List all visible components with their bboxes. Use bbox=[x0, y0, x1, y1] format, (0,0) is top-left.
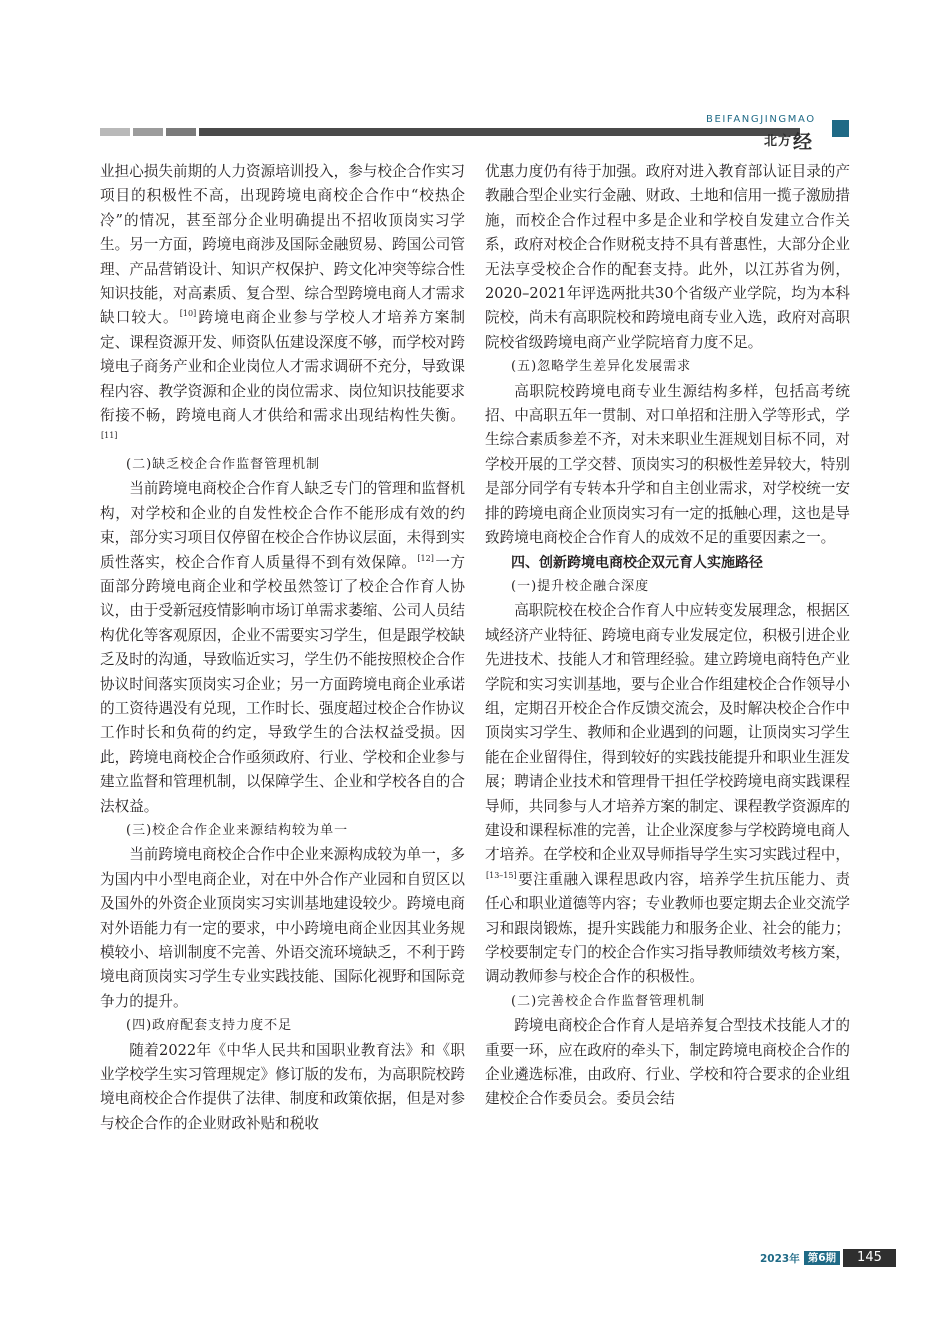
paragraph-text: 一方面部分跨境电商企业和学校虽然签订了校企合作育人协议，由于受新冠疫情影响市场订单需求萎缩、公司人员结构优化等客观原因，企业不需要实习学生，但是跟学校缺乏及时的沟通，导致临近实习，学生仍不能按照校企合作协议时间落实顶岗实习企业；另一方面跨境电商企业承诺的工资待遇没有兑现，工作时长、强度超过校企合作协议工作时长和负荷的约定，导致学生的合法权益受损。因此，跨境电商校企合作亟须政府、行业、学校和企业参与建立监督和管理机制，以保障学生、企业和学校各自的合法权益。 bbox=[100, 553, 465, 815]
issue-number: 第6期 bbox=[804, 1251, 840, 1265]
subsection-heading: (五)忽略学生差异化发展需求 bbox=[511, 359, 692, 375]
citation-ref: [13–15] bbox=[486, 870, 517, 880]
section-heading: 四、创新跨境电商校企双元育人实施路径 bbox=[511, 554, 763, 571]
subsection-heading: (三)校企合作企业来源结构较为单一 bbox=[126, 822, 349, 838]
right-column bbox=[485, 160, 850, 1112]
journal-name-chinese bbox=[764, 124, 813, 151]
paragraph bbox=[485, 599, 850, 990]
paragraph-text: 业担心损失前期的人力资源培训投入，参与校企合作实习项目的积极性不高，出现跨境电商校企合作中“校热企冷”的情况，甚至部分企业明确提出不招收顶岗实习学生。另一方面，跨境电商涉及国际金融贸易、跨国公司管理、产品营销设计、知识产权保护、跨文化冲突等综合性知识技能，对高素质、复合型、综合型跨境电商人才需求缺口较大。 bbox=[100, 163, 465, 327]
citation-ref: [10] bbox=[179, 309, 197, 319]
paragraph: 优惠力度仍有待于加强。政府对进入教育部认证目录的产教融合型企业实行金融、财政、土地和信用一揽子激励措施，而校企合作过程中多是企业和学校自发建立合作关系，政府对校企合作财税支持不具有普惠性，大部分企业无法享受校企合作的配套支持。此外，以江苏省为例，2020–2021年评选两批共30个省级产业学院，均为本科院校，尚未有高职院校和跨境电商专业入选，政府对高职院校省级跨境电商产业学院培育力度不足。 bbox=[485, 163, 850, 351]
citation-ref: [11] bbox=[101, 431, 118, 441]
header-bar-segment bbox=[199, 128, 800, 136]
paragraph: 随着2022年《中华人民共和国职业教育法》和《职业学校学生实习管理规定》修订版的发布，为高职院校跨境电商校企合作提供了法律、制度和政策依据，但是对参与校企合作的企业财政补贴和税收 bbox=[100, 1041, 465, 1132]
subsection-heading: (二)完善校企合作监督管理机制 bbox=[511, 993, 706, 1009]
paragraph-text: 当前跨境电商校企合作育人缺乏专门的管理和监督机构，对学校和企业的自发性校企合作不能形成有效的约束，部分实习项目仅停留在校企合作协议层面，未得到实质性落实，校企合作育人质量得不到有效保障。 bbox=[100, 480, 465, 571]
paragraph: 当前跨境电商校企合作中企业来源构成较为单一，多为国内中小型电商企业，对在中外合作产业园和自贸区以及国外的外资企业顶岗实习实训基地建设较少。跨境电商对外语能力有一定的要求，中小跨境电商企业因其业务规模较小、培训制度不完善、外语交流环境缺乏，不利于跨境电商顶岗实习学生专业实践技能、国际化视野和国际竞争力的提升。 bbox=[100, 846, 465, 1010]
journal-name-pinyin: BEIFANGJINGMAO bbox=[706, 114, 816, 125]
paragraph-text: 要注重融入课程思政内容，培养学生抗压能力、责任心和职业道德等内容；专业教师也要定期去企业交流学习和跟岗锻炼，提升实践能力和服务企业、社会的能力；学校要制定专门的校企合作实习指导教师绩效考核方案，调动教师参与校企合作的积极性。 bbox=[485, 870, 850, 986]
page-footer bbox=[760, 1251, 896, 1265]
paragraph bbox=[100, 477, 465, 819]
header-bar-segment bbox=[133, 128, 163, 136]
subsection-heading: (四)政府配套支持力度不足 bbox=[126, 1018, 293, 1034]
page-number: 145 bbox=[843, 1249, 896, 1267]
header-rule bbox=[100, 128, 800, 136]
subsection-heading: (二)缺乏校企合作监督管理机制 bbox=[126, 456, 321, 472]
paragraph-text: 跨境电商企业参与学校人才培养方案制定、课程资源开发、师资队伍建设深度不够，而学校对跨境电子商务产业和企业岗位人才需求调研不充分，导致课程内容、教学资源和企业的岗位需求、岗位知识技能要求衔接不畅，跨境电商人才供给和需求出现结构性失衡。 bbox=[100, 309, 465, 425]
header-bar-segment bbox=[100, 128, 130, 136]
paragraph: 高职院校跨境电商专业生源结构多样，包括高考统招、中高职五年一贯制、对口单招和注册入学等形式，学生综合素质参差不齐，对未来职业生涯规划目标不同，对学校开展的工学交替、顶岗实习的积极性差异较大，特别是部分同学有专转本升学和自主创业需求，对学校统一安排的跨境电商企业顶岗实习有一定的抵触心理，这也是导致跨境电商校企合作育人的成效不足的重要因素之一。 bbox=[485, 382, 850, 547]
paragraph-text: 高职院校在校企合作育人中应转变发展理念，根据区域经济产业特征、跨境电商专业发展定位，积极引进企业先进技术、技能人才和管理经验。建立跨境电商特色产业学院和实习实训基地，要与企业合作组建校企合作领导小组，定期召开校企合作反馈交流会，及时解决校企合作中顶岗实习学生、教师和企业遇到的问题，让顶岗实习学生能在企业留得住，得到较好的实践技能提升和职业生涯发展；聘请企业技术和管理骨干担任学校跨境电商实践课程导师，共同参与人才培养方案的制定、课程教学资源库的建设和课程标准的完善，让企业深度参与学校跨境电商人才培养。在学校和企业双导师指导学生实习实践过程中， bbox=[485, 602, 850, 864]
paragraph: 跨境电商校企合作育人是培养复合型技术技能人才的重要一环，应在政府的牵头下，制定跨境电商校企合作的企业遴选标准，由政府、行业、学校和符合要求的企业组建校企合作委员会。委员会结 bbox=[485, 1017, 850, 1108]
paragraph bbox=[100, 160, 465, 453]
header-bar-segment bbox=[166, 128, 196, 136]
citation-ref: [12] bbox=[417, 553, 434, 563]
journal-name-big-char: 经 bbox=[793, 131, 814, 153]
journal-logo-square-icon bbox=[832, 120, 849, 137]
issue-year: 2023年 bbox=[760, 1252, 800, 1265]
journal-name-part: 北方 bbox=[764, 134, 793, 149]
subsection-heading: (一)提升校企融合深度 bbox=[511, 578, 650, 594]
left-column bbox=[100, 160, 465, 1136]
